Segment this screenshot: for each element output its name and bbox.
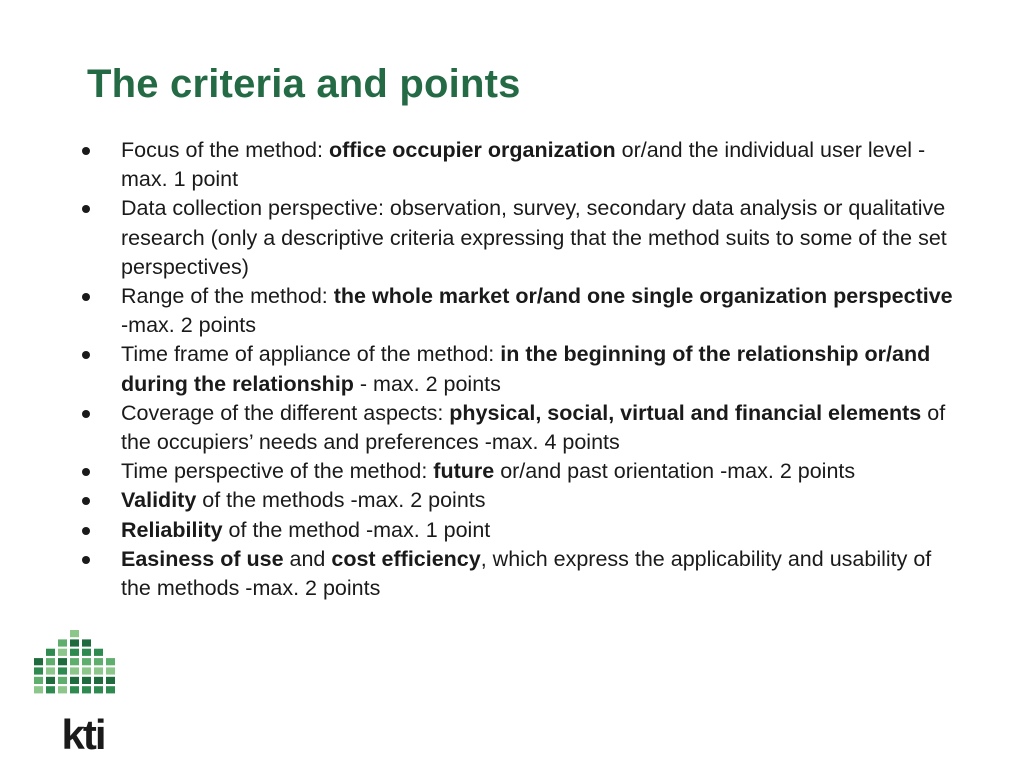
logo-square [34,667,43,674]
criteria-item [78,399,958,457]
criteria-item [78,136,958,194]
logo-square [94,658,103,665]
logo-square [82,667,91,674]
logo-square [94,677,103,684]
logo-square [46,677,55,684]
criteria-text: of the method -max. 1 point [222,517,491,542]
logo-wordmark: kti [61,711,105,756]
criteria-item [78,486,958,515]
logo-square [70,677,79,684]
logo-square [94,667,103,674]
criteria-item [78,340,958,398]
logo-square [46,667,55,674]
criteria-text: of the methods -max. 2 points [196,488,486,513]
criteria-text-bold: office occupier organization [328,138,616,162]
logo-square [94,649,103,656]
criteria-text-bold: physical, social, virtual and financial elements [449,400,922,425]
logo-square [82,649,91,656]
logo-square [46,649,55,656]
logo-square [34,677,43,684]
criteria-item [78,282,958,340]
criteria-text-bold: in the beginning of the relationship or/and during the relationship [121,342,931,396]
logo-square [58,686,67,693]
logo-square [82,639,91,646]
criteria-text-bold: Reliability [121,517,223,542]
logo-square [82,658,91,665]
logo-square [82,677,91,684]
logo-square [82,686,91,693]
criteria-text: Focus of the method: [121,138,329,162]
logo-square [70,639,79,646]
logo-square [106,667,115,674]
criteria-list [78,136,958,603]
logo-square [106,686,115,693]
criteria-text: - max. 2 points [353,371,501,396]
criteria-item [78,516,958,545]
criteria-text-bold: the whole market or/and one single organization perspective [333,284,953,309]
logo-square [58,658,67,665]
criteria-text: Coverage of the different aspects: [121,400,450,425]
criteria-text-bold: cost efficiency [331,546,481,571]
logo-square [58,667,67,674]
criteria-item [78,457,958,486]
logo-square [34,658,43,665]
logo-square [46,686,55,693]
logo-square [70,649,79,656]
criteria-item [78,194,958,282]
logo-square [94,686,103,693]
criteria-text: Data collection perspective: observation, survey, secondary data analysis or qualitative research (only a descriptive criteria expressing that the method suits to some of the set perspectives) [121,196,947,279]
logo-square [106,658,115,665]
criteria-text: Time perspective of the method: [121,459,434,484]
logo-square [34,686,43,693]
logo-square [106,677,115,684]
logo-square [58,649,67,656]
criteria-text-bold: future [433,459,495,484]
criteria-text: Range of the method: [121,284,334,309]
logo-square [70,630,79,637]
logo-square [58,639,67,646]
logo-square [70,686,79,693]
criteria-text: , which express the applicability and usability of the methods -max. 2 points [121,546,932,601]
criteria-text-bold: Easiness of use [121,546,284,571]
logo-square [46,658,55,665]
criteria-text: or/and past orientation -max. 2 points [494,459,856,484]
logo-square [70,667,79,674]
logo-square [58,677,67,684]
logo-square [70,658,79,665]
criteria-text: -max. 2 points [121,313,257,338]
criteria-text: and [283,546,332,571]
criteria-text: of the occupiers’ needs and preferences -max. 4 points [121,400,946,455]
logo-building-grid [34,630,115,693]
criteria-text: Time frame of appliance of the method: [121,342,501,367]
criteria-text: or/and the individual user level -max. 1 point [121,138,926,192]
kti-logo [28,626,138,756]
criteria-text-bold: Validity [121,488,197,513]
slide-title: The criteria and points [87,62,521,106]
criteria-item [78,545,958,603]
